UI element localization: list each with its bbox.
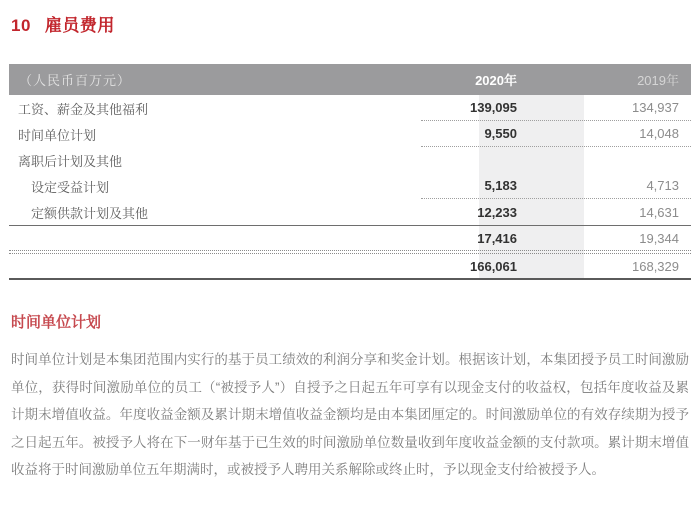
value-2019: 4,713 [646, 178, 679, 193]
total-2020: 166,061 [470, 258, 517, 274]
table-header [9, 64, 691, 95]
value-2019: 14,631 [639, 204, 679, 220]
table-row [9, 147, 691, 173]
section-title-text: 雇员费用 [44, 16, 115, 35]
table-row [9, 173, 691, 199]
body-paragraph: 时间单位计划是本集团范围内实行的基于员工绩效的利润分享和奖金计划。根据该计划，本集团授予员工时间激励单位，获得时间激励单位的员工（“被授予人”）自授予之日起五年可享有以现金支付的收益权，包括年度收益及累计期末增值收益。年度收益金额及累计期末增值收益金额均是由本集团厘定的。时间激励单位的有效存续期为授予之日起五年。被授予人将在下一财年基于已生效的时间激励单位数量收到年度收益金额的支付款项。累计期末增值收益将于时间激励单位五年期满时，或被授予人聘用关系解除或终止时，予以现金支付给被授予人。 [11, 352, 689, 477]
table-row [9, 121, 691, 147]
employee-costs-table [9, 64, 691, 280]
value-2019: 134,937 [632, 100, 679, 115]
total-2019: 168,329 [632, 258, 679, 274]
row-label: 时间单位计划 [18, 127, 97, 143]
row-label: 离职后计划及其他 [18, 153, 123, 169]
section-heading: 时间单位计划 [11, 314, 102, 331]
value-2020: 12,233 [477, 204, 517, 220]
subtotal-row [9, 226, 691, 250]
column-header-2020: 2020年 [475, 73, 517, 88]
subtotal-2020: 17,416 [477, 230, 517, 246]
row-label: 设定受益计划 [31, 179, 110, 195]
page-title [9, 14, 691, 38]
row-label: 工资、薪金及其他福利 [18, 101, 149, 117]
table-row [9, 199, 691, 225]
total-row [9, 254, 691, 278]
currency-unit-label: （人民币百万元） [19, 73, 132, 88]
value-2020: 5,183 [484, 178, 517, 193]
column-header-2019: 2019年 [637, 73, 679, 88]
value-2020: 139,095 [470, 100, 517, 115]
value-2020: 9,550 [484, 126, 517, 141]
subtotal-2019: 19,344 [639, 230, 679, 246]
table-row [9, 95, 691, 121]
value-2019: 14,048 [639, 126, 679, 141]
table-bottom-border [9, 278, 691, 280]
row-label: 定额供款计划及其他 [31, 205, 149, 221]
section-number: 10 [11, 16, 31, 35]
